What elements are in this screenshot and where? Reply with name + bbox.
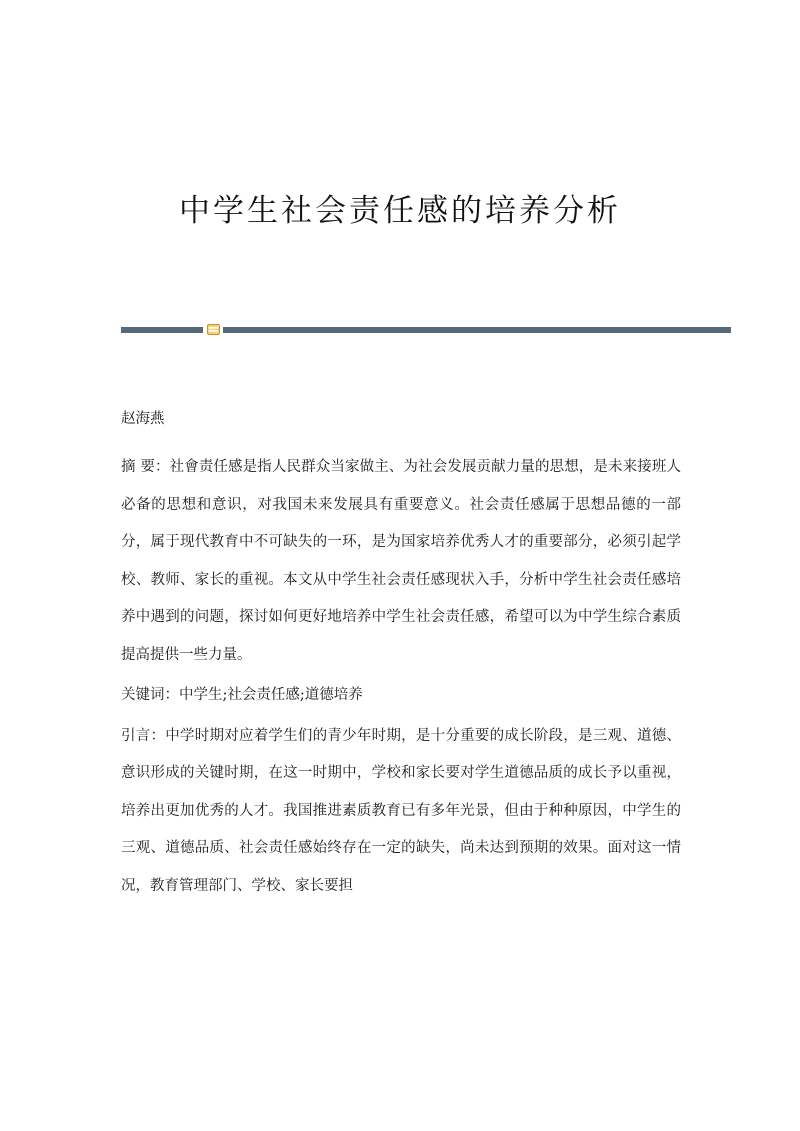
title-divider	[121, 324, 731, 336]
document-title: 中学生社会责任感的培养分析	[179, 193, 621, 229]
document-body	[121, 404, 681, 905]
keywords-label: 关键词：	[121, 687, 179, 703]
divider-bar-left	[121, 327, 203, 333]
intro-text: 中学时期对应着学生们的青少年时期，是十分重要的成长阶段，是三观、道德、意识形成的关键时期，在这一时期中，学校和家长要对学生道德品质的成长予以重视，培养出更加优秀的人才。我国推进素质教育已有多年光景，但由于种种原因，中学生的三观、道德品质、社会责任感始终存在一定的缺失，尚未达到预期的效果。面对这一情况，教育管理部门、学校、家长要担	[121, 727, 682, 894]
intro-paragraph	[121, 718, 681, 906]
divider-ornament-icon	[207, 324, 220, 335]
abstract-paragraph	[121, 449, 681, 674]
keywords-line	[121, 677, 681, 715]
author-name: 赵海燕	[121, 411, 165, 427]
divider-bar-right	[223, 327, 731, 333]
abstract-text: 社會责任感是指人民群众当家做主、为社会发展贡献力量的思想，是未来接班人必备的思想和意识，对我国未来发展具有重要意义。社会责任感属于思想品德的一部分，属于现代教育中不可缺失的一环，是为国家培养优秀人才的重要部分，必须引起学校、教师、家长的重视。本文从中学生社会责任感现状入手，分析中学生社会责任感培养中遇到的问题，探讨如何更好地培养中学生社会责任感，希望可以为中学生综合素质提高提供一些力量。	[121, 459, 682, 663]
keywords-text: 中学生;社会责任感;道德培养	[179, 687, 363, 703]
abstract-label: 摘 要：	[121, 459, 170, 475]
intro-label: 引言：	[121, 727, 166, 744]
